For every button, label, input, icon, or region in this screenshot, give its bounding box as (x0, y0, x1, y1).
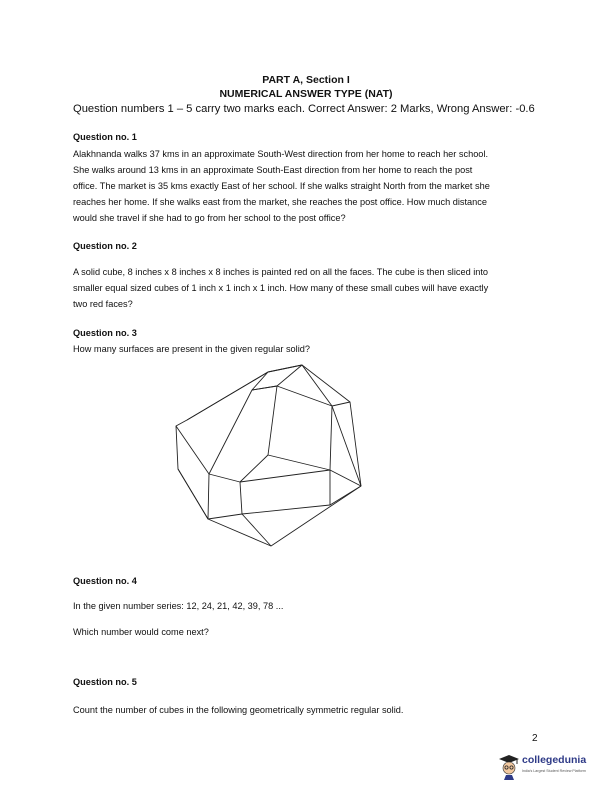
question-2-text (73, 264, 543, 312)
solid-edge (187, 372, 268, 474)
question-1-line: office. The market is 35 kms exactly East of her school. If she walks straight North from the market she (73, 181, 490, 191)
question-4-series: In the given number series: 12, 24, 21, 42, 39, 78 ... (73, 601, 284, 611)
polyhedron-figure (170, 362, 370, 552)
solid-edge (268, 406, 332, 470)
question-2-line: two red faces? (73, 299, 133, 309)
solid-edge (208, 514, 271, 546)
solid-edge (178, 469, 209, 519)
question-5-title: Question no. 5 (73, 677, 137, 687)
section-subtitle: NUMERICAL ANSWER TYPE (NAT) (219, 88, 393, 100)
brand-tagline: India's Largest Student Review Platform (522, 769, 586, 773)
question-2-title: Question no. 2 (73, 241, 137, 251)
solid-edge (240, 470, 330, 514)
question-3-title: Question no. 3 (73, 328, 137, 338)
question-2-line: A solid cube, 8 inches x 8 inches x 8 inches is painted red on all the faces. The cube is then sliced into (73, 267, 489, 277)
brand-name: collegedunia (522, 754, 587, 766)
brand-logo (498, 752, 598, 782)
page-number: 2 (532, 733, 538, 744)
solid-edge (209, 474, 240, 482)
question-2-line: smaller equal sized cubes of 1 inch x 1 inch x 1 inch. How many of these small cubes will have exactly (73, 283, 489, 293)
question-1-line: would she travel if she had to go from her school to the post office? (73, 213, 346, 223)
section-title: PART A, Section I (262, 74, 350, 86)
solid-edge (176, 426, 209, 474)
question-1-text (73, 146, 543, 226)
question-1-line: reaches her home. If she walks east from the market, she reaches the post office. How much distance (73, 197, 487, 207)
question-4-title: Question no. 4 (73, 576, 137, 586)
question-5-text: Count the number of cubes in the following geometrically symmetric regular solid. (73, 705, 404, 715)
solid-edge (240, 386, 277, 482)
question-1-title: Question no. 1 (73, 132, 137, 142)
graduate-mascot-icon (498, 754, 520, 780)
solid-edge (330, 486, 361, 505)
question-1-line: Alakhnanda walks 37 kms in an approximate South-West direction from her home to reach her school. (73, 149, 489, 159)
question-3-text: How many surfaces are present in the given regular solid? (73, 344, 310, 354)
marking-scheme: Question numbers 1 – 5 carry two marks each. Correct Answer: 2 Marks, Wrong Answer: -0.6 (73, 103, 535, 115)
question-4-prompt: Which number would come next? (73, 627, 209, 637)
solid-edge (302, 365, 350, 406)
question-1-line: She walks around 13 kms in an approximate South-East direction from her home to reach the post (73, 165, 473, 175)
